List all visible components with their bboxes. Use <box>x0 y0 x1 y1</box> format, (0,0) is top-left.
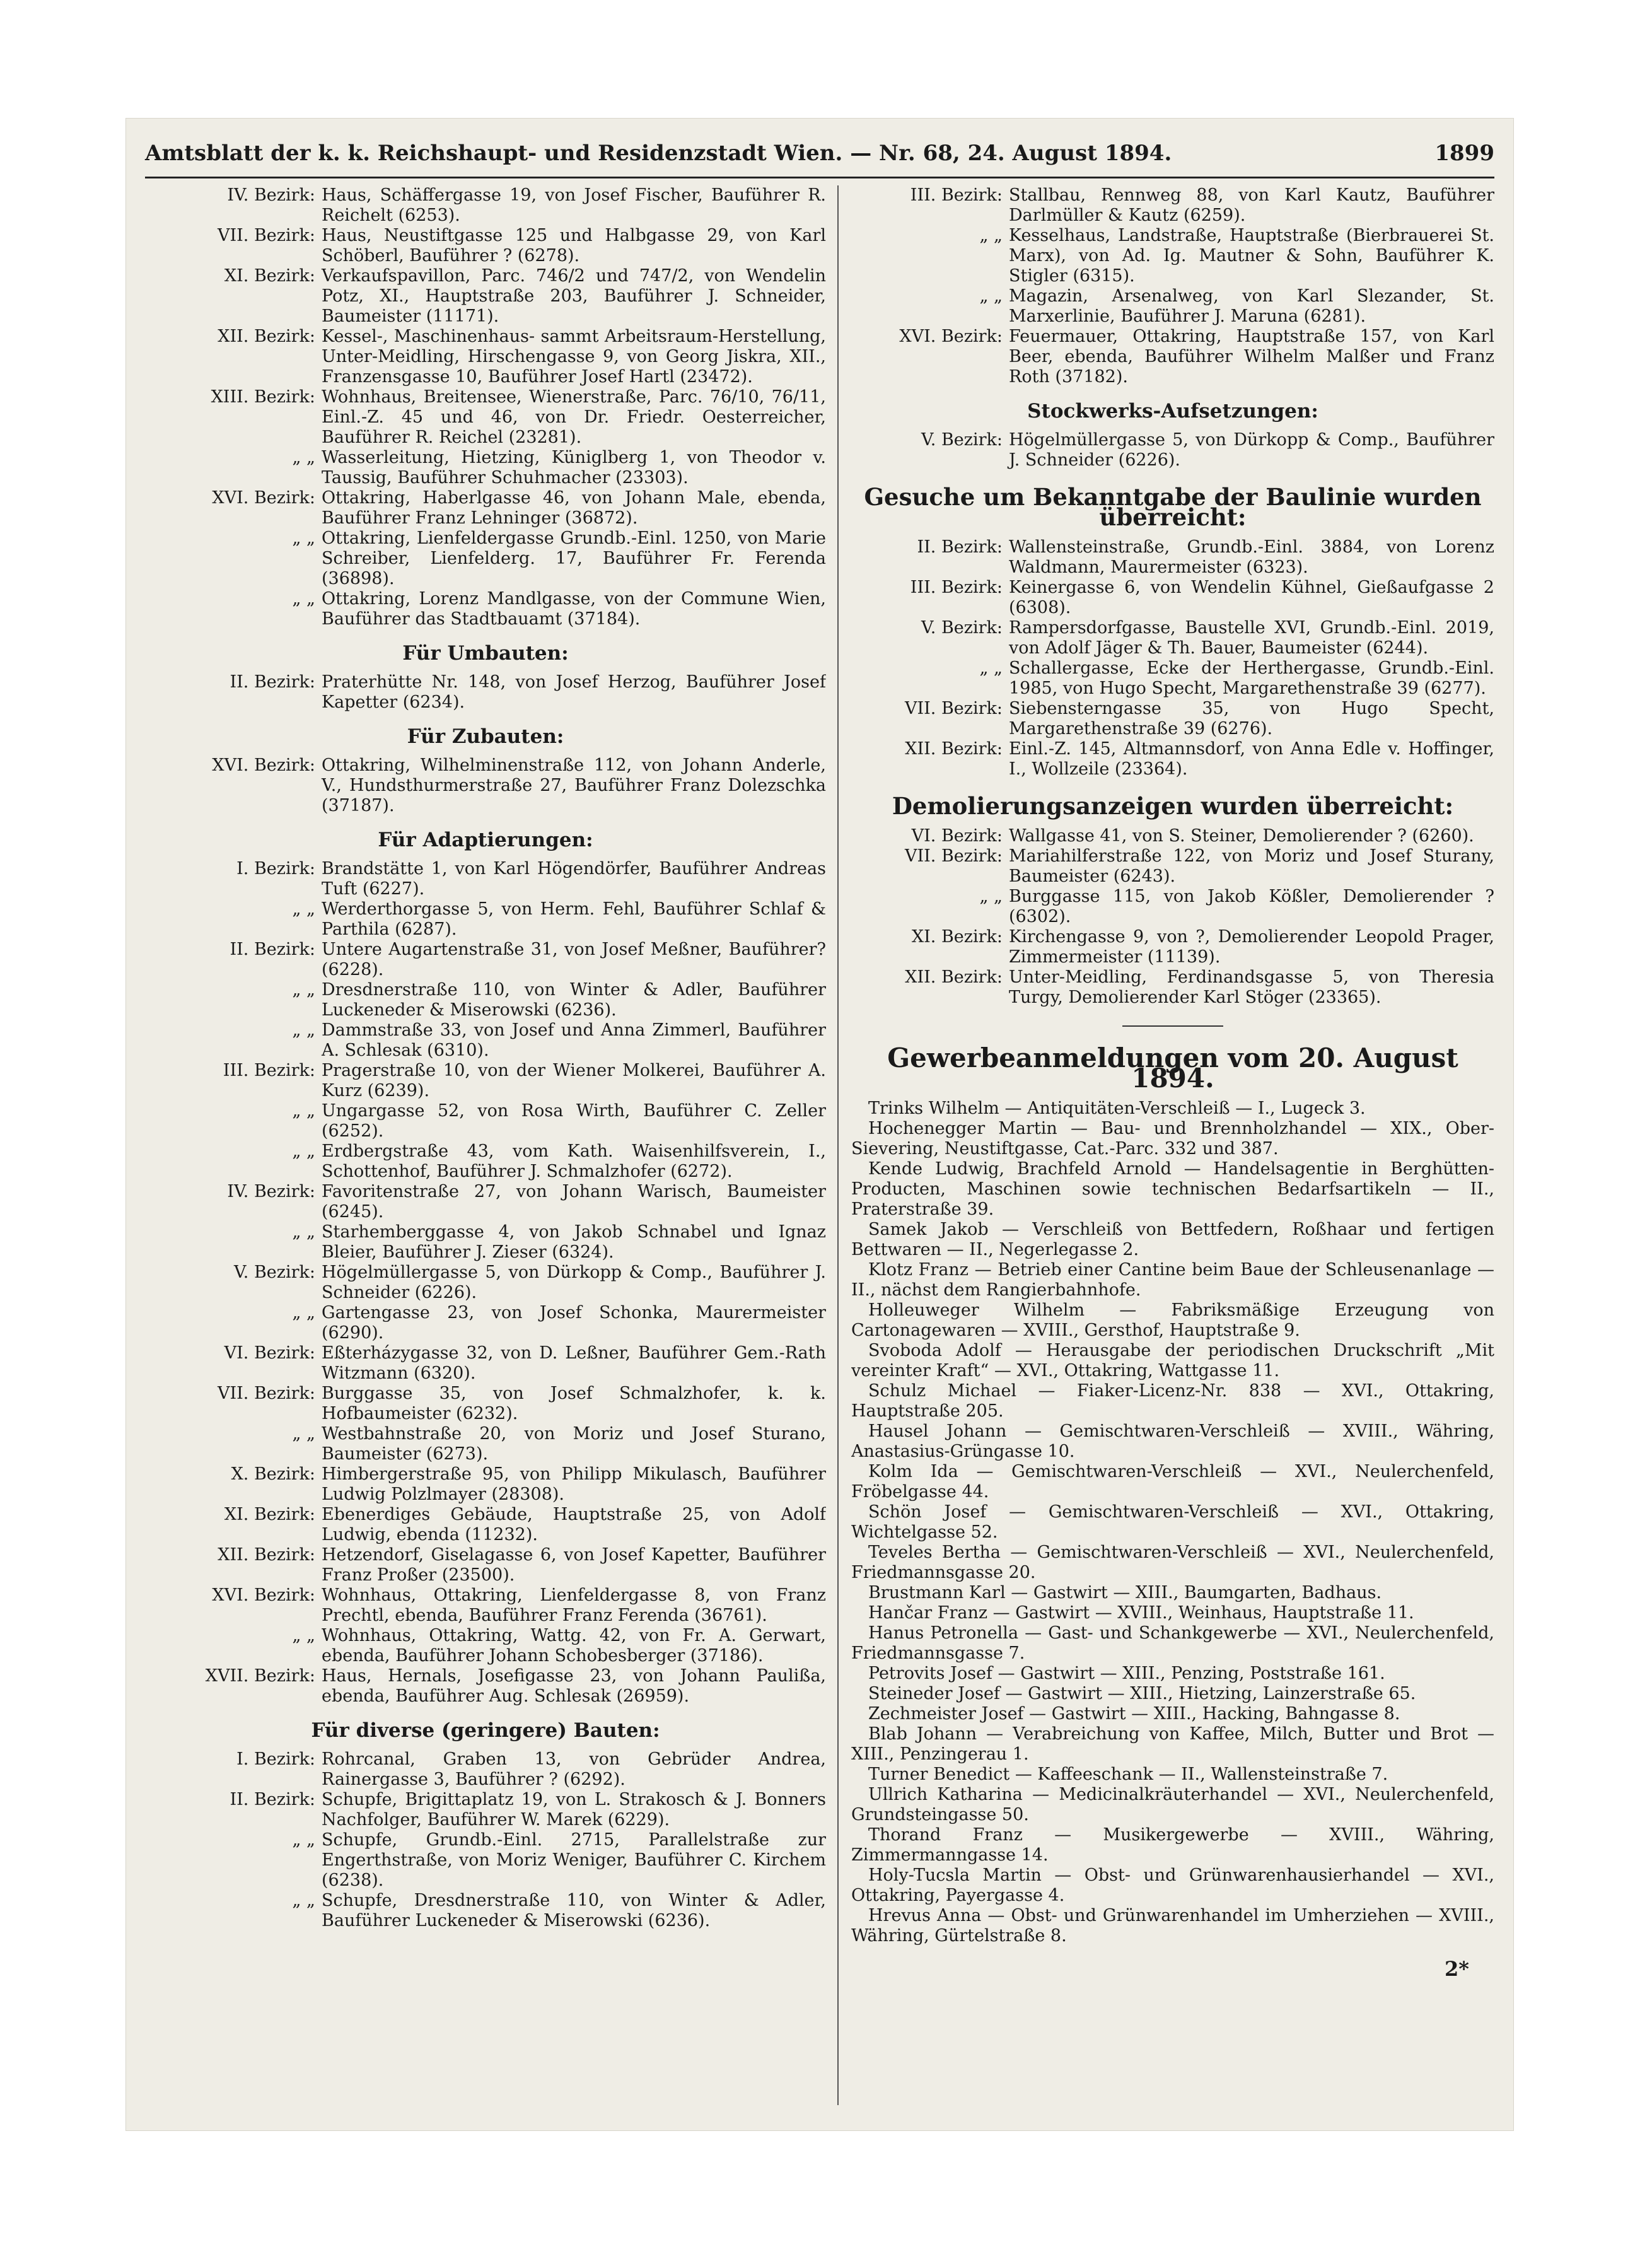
list-demolierung <box>851 826 1494 1008</box>
entry-text: Unter-Meidling, Ferdinandsgasse 5, von Theresia Turgy, Demolierender Karl Stöger (23365). <box>1009 967 1494 1007</box>
gewerbe-entry: Kende Ludwig, Brachfeld Arnold — Handelsagentie in Berghütten-Producten, Maschinen sowie technischen Bedarfsartikeln — II., Praterstraße 39. <box>851 1159 1494 1219</box>
bezirk-label: „ „ <box>292 1830 315 1850</box>
bezirk-label: X. Bezirk: <box>231 1464 315 1484</box>
bezirk-label: „ „ <box>979 658 1003 678</box>
list-gewerbe <box>851 1099 1494 1946</box>
list-item <box>145 266 826 327</box>
entry-text: Praterhütte Nr. 148, von Josef Herzog, Bauführer Josef Kapetter (6234). <box>322 672 826 712</box>
bezirk-label: V. Bezirk: <box>921 430 1003 450</box>
entry-text: Ottakring, Wilhelminenstraße 112, von Johann Anderle, V., Hundsthurmerstraße 27, Bauführer Franz Dolezschka (37187). <box>322 756 826 815</box>
bezirk-label: XII. Bezirk: <box>218 1545 315 1565</box>
list-item <box>851 846 1494 887</box>
list-item <box>851 927 1494 967</box>
entry-text: Mariahilferstraße 122, von Moriz und Josef Sturany, Baumeister (6243). <box>1009 846 1494 886</box>
list-item <box>145 672 826 713</box>
list-item <box>145 589 826 629</box>
list-item <box>851 658 1494 699</box>
list-item <box>851 826 1494 846</box>
entry-text: Ebenerdiges Gebäude, Hauptstraße 25, von Adolf Ludwig, ebenda (11232). <box>322 1505 826 1544</box>
list-item <box>145 1464 826 1505</box>
list-item <box>145 1830 826 1891</box>
column-divider <box>837 185 839 2105</box>
heading-umbauten: Für Umbauten: <box>402 642 569 665</box>
right-column <box>851 185 1494 2105</box>
list-baulinie <box>851 537 1494 779</box>
entry-text: Erdbergstraße 43, vom Kath. Waisenhilfsverein, I., Schottenhof, Bauführer J. Schmalzhofer (6272). <box>322 1141 826 1181</box>
bezirk-label: „ „ <box>292 899 315 919</box>
bezirk-label: VI. Bezirk: <box>911 826 1003 846</box>
list-item <box>851 430 1494 470</box>
list-item <box>851 699 1494 739</box>
entry-text: Wohnhaus, Breitensee, Wienerstraße, Parc. 76/10, 76/11, Einl.-Z. 45 und 46, von Dr. Friedr. Oesterreicher, Bauführer R. Reichel (23281). <box>322 387 826 447</box>
bezirk-label: IV. Bezirk: <box>227 1182 315 1201</box>
bezirk-label: IV. Bezirk: <box>227 185 315 205</box>
entry-text: Kesselhaus, Landstraße, Hauptstraße (Bierbrauerei St. Marx), von Ad. Ig. Mautner & Sohn, Bauführer K. Stigler (6315). <box>1009 226 1494 286</box>
entry-text: Burggasse 35, von Josef Schmalzhofer, k. k. Hofbaumeister (6232). <box>322 1384 826 1423</box>
gewerbe-entry: Ullrich Katharina — Medicinalkräuterhandel — XVI., Neulerchenfeld, Grundsteingasse 50. <box>851 1785 1494 1824</box>
gewerbe-entry: Teveles Bertha — Gemischtwaren-Verschleiß — XVI., Neulerchenfeld, Friedmannsgasse 20. <box>851 1543 1494 1582</box>
entry-text: Högelmüllergasse 5, von Dürkopp & Comp., Bauführer J. Schneider (6226). <box>1009 430 1494 470</box>
bezirk-label: VII. Bezirk: <box>904 699 1003 718</box>
list-item <box>145 1585 826 1626</box>
left-column <box>145 185 826 2105</box>
bezirk-label: V. Bezirk: <box>921 618 1003 638</box>
list-item <box>851 185 1494 226</box>
bezirk-label: „ „ <box>292 980 315 1000</box>
heading-baulinie: Gesuche um Bekanntgabe der Baulinie wurden überreicht: <box>864 483 1482 531</box>
bezirk-label: VII. Bezirk: <box>904 846 1003 866</box>
bezirk-label: I. Bezirk: <box>236 859 315 878</box>
bezirk-label: XI. Bezirk: <box>224 1505 315 1524</box>
gewerbe-entry: Hochenegger Martin — Bau- und Brennholzhandel — XIX., Ober-Sievering, Neustiftgasse, Cat.-Parc. 332 und 387. <box>851 1119 1494 1159</box>
list-item <box>145 1222 826 1263</box>
entry-text: Rampersdorfgasse, Baustelle XVI, Grundb.-Einl. 2019, von Adolf Jäger & Th. Bauer, Baumeister (6244). <box>1009 618 1494 658</box>
bezirk-label: „ „ <box>979 226 1003 245</box>
list-item <box>145 1020 826 1061</box>
list-item <box>145 1545 826 1585</box>
gewerbe-entry: Brustmann Karl — Gastwirt — XIII., Baumgarten, Badhaus. <box>868 1583 1382 1602</box>
list-entries-a <box>145 185 826 629</box>
bezirk-label: XI. Bezirk: <box>224 266 315 286</box>
bezirk-label: XI. Bezirk: <box>911 927 1003 947</box>
list-item <box>145 756 826 816</box>
list-item <box>145 1505 826 1545</box>
bezirk-label: „ „ <box>292 1020 315 1040</box>
list-top <box>851 185 1494 387</box>
heading-gewerbe: Gewerbeanmeldungen vom 20. August 1894. <box>887 1042 1458 1094</box>
bezirk-label: „ „ <box>292 1222 315 1242</box>
list-item <box>145 1263 826 1303</box>
bezirk-label: V. Bezirk: <box>234 1263 315 1282</box>
entry-text: Schallergasse, Ecke der Herthergasse, Grundb.-Einl. 1985, von Hugo Specht, Margarethenstraße 39 (6277). <box>1009 658 1494 698</box>
entry-text: Verkaufspavillon, Parc. 746/2 und 747/2, von Wendelin Potz, XI., Hauptstraße 203, Bauführer J. Schneider, Baumeister (11171). <box>322 266 826 326</box>
list-item <box>145 1790 826 1830</box>
entry-text: Ottakring, Haberlgasse 46, von Johann Male, ebenda, Bauführer Franz Lehninger (36872). <box>322 488 826 528</box>
entry-text: Stallbau, Rennweg 88, von Karl Kautz, Bauführer Darlmüller & Kautz (6259). <box>1009 185 1494 225</box>
list-item <box>851 739 1494 779</box>
newspaper-page <box>126 119 1513 2130</box>
list-item <box>145 226 826 266</box>
list-item <box>145 528 826 589</box>
bezirk-label: XII. Bezirk: <box>905 739 1003 759</box>
bezirk-label: XIII. Bezirk: <box>211 387 315 407</box>
entry-text: Magazin, Arsenalweg, von Karl Slezander, St. Marxerlinie, Bauführer J. Maruna (6281). <box>1009 286 1494 326</box>
list-item <box>851 887 1494 927</box>
entry-text: Werderthorgasse 5, von Herm. Fehl, Bauführer Schlaf & Parthila (6287). <box>322 899 826 939</box>
heading-demolierung: Demolierungsanzeigen wurden überreicht: <box>892 792 1454 820</box>
bezirk-label: XVI. Bezirk: <box>212 756 315 775</box>
bezirk-label: III. Bezirk: <box>910 578 1003 597</box>
bezirk-label: „ „ <box>979 286 1003 306</box>
list-item <box>145 387 826 448</box>
bezirk-label: VII. Bezirk: <box>217 226 315 245</box>
list-item <box>145 1303 826 1343</box>
entry-text: Dammstraße 33, von Josef und Anna Zimmerl, Bauführer A. Schlesak (6310). <box>322 1020 826 1060</box>
entry-text: Schupfe, Brigittaplatz 19, von L. Strakosch & J. Bonners Nachfolger, Bauführer W. Marek (6229). <box>322 1790 826 1830</box>
list-item <box>145 1101 826 1141</box>
entry-text: Haus, Schäffergasse 19, von Josef Fischer, Bauführer R. Reichelt (6253). <box>322 185 826 225</box>
list-item <box>145 859 826 899</box>
entry-text: Burggasse 115, von Jakob Kößler, Demolierender ? (6302). <box>1009 887 1494 926</box>
bezirk-label: „ „ <box>292 448 315 467</box>
list-item <box>145 1182 826 1222</box>
entry-text: Wallgasse 41, von S. Steiner, Demolierender ? (6260). <box>1009 826 1474 846</box>
bezirk-label: XVII. Bezirk: <box>205 1666 315 1686</box>
entry-text: Westbahnstraße 20, von Moriz und Josef Sturano, Baumeister (6273). <box>322 1424 826 1464</box>
list-item <box>145 1061 826 1101</box>
bezirk-label: II. Bezirk: <box>230 940 315 959</box>
gewerbe-entry: Zechmeister Josef — Gastwirt — XIII., Hacking, Bahngasse 8. <box>868 1704 1400 1724</box>
entry-text: Gartengasse 23, von Josef Schonka, Maurermeister (6290). <box>322 1303 826 1343</box>
entry-text: Keinergasse 6, von Wendelin Kühnel, Gießaufgasse 2 (6308). <box>1009 578 1494 617</box>
bezirk-label: III. Bezirk: <box>910 185 1003 205</box>
section-rule <box>1122 1025 1223 1027</box>
list-zubauten <box>145 756 826 816</box>
list-item <box>145 1343 826 1384</box>
bezirk-label: XVI. Bezirk: <box>212 1585 315 1605</box>
list-item <box>145 980 826 1020</box>
entry-text: Wallensteinstraße, Grundb.-Einl. 3884, von Lorenz Waldmann, Maurermeister (6323). <box>1009 537 1494 577</box>
bezirk-label: VII. Bezirk: <box>217 1384 315 1403</box>
bezirk-label: XII. Bezirk: <box>905 967 1003 987</box>
entry-text: Wasserleitung, Hietzing, Küniglberg 1, von Theodor v. Taussig, Bauführer Schuhmacher (23303). <box>322 448 826 487</box>
list-item <box>851 618 1494 658</box>
list-item <box>851 537 1494 578</box>
bezirk-label: II. Bezirk: <box>230 672 315 692</box>
bezirk-label: „ „ <box>292 1891 315 1910</box>
header-rule <box>145 177 1494 178</box>
list-item <box>145 940 826 980</box>
header-title: Amtsblatt der k. k. Reichshaupt- und Residenzstadt Wien. — Nr. 68, 24. August 1894. <box>145 141 1172 166</box>
entry-text: Eßterházygasse 32, von D. Leßner, Bauführer Gem.-Rath Witzmann (6320). <box>322 1343 826 1383</box>
list-item <box>851 286 1494 327</box>
gewerbe-entry: Trinks Wilhelm — Antiquitäten-Verschleiß — I., Lugeck 3. <box>868 1099 1366 1118</box>
list-item <box>145 1626 826 1666</box>
bezirk-label: „ „ <box>292 1141 315 1161</box>
entry-text: Wohnhaus, Ottakring, Wattg. 42, von Fr. A. Gerwart, ebenda, Bauführer Johann Schobesberger (37186). <box>322 1626 826 1666</box>
entry-text: Rohrcanal, Graben 13, von Gebrüder Andrea, Rainergasse 3, Bauführer ? (6292). <box>322 1749 826 1789</box>
entry-text: Ottakring, Lorenz Mandlgasse, von der Commune Wien, Bauführer das Stadtbauamt (37184). <box>322 589 826 629</box>
list-item <box>851 967 1494 1008</box>
list-stockwerk <box>851 430 1494 470</box>
bezirk-label: XVI. Bezirk: <box>212 488 315 508</box>
bezirk-label: „ „ <box>979 887 1003 906</box>
gewerbe-entry: Kolm Ida — Gemischtwaren-Verschleiß — XVI., Neulerchenfeld, Fröbelgasse 44. <box>851 1462 1494 1502</box>
gewerbe-entry: Blab Johann — Verabreichung von Kaffee, Milch, Butter und Brot — XIII., Penzingerau 1. <box>851 1724 1494 1764</box>
page-number: 1899 <box>1434 141 1494 166</box>
entry-text: Favoritenstraße 27, von Johann Warisch, Baumeister (6245). <box>322 1182 826 1222</box>
entry-text: Ottakring, Lienfeldergasse Grundb.-Einl. 1250, von Marie Schreiber, Lienfelderg. 17, Bauführer Fr. Ferenda (36898). <box>322 528 826 588</box>
list-item <box>145 185 826 226</box>
entry-text: Himbergerstraße 95, von Philipp Mikulasch, Bauführer Ludwig Polzlmayer (28308). <box>322 1464 826 1504</box>
entry-text: Hetzendorf, Giselagasse 6, von Josef Kapetter, Bauführer Franz Proßer (23500). <box>322 1545 826 1585</box>
bezirk-label: „ „ <box>292 1626 315 1645</box>
entry-text: Haus, Neustiftgasse 125 und Halbgasse 29, von Karl Schöberl, Bauführer ? (6278). <box>322 226 826 266</box>
gewerbe-entry: Hrevus Anna — Obst- und Grünwarenhandel im Umherziehen — XVIII., Währing, Gürtelstraße 8. <box>851 1906 1494 1946</box>
gewerbe-entry: Hančar Franz — Gastwirt — XVIII., Weinhaus, Hauptstraße 11. <box>868 1603 1414 1623</box>
entry-text: Pragerstraße 10, von der Wiener Molkerei, Bauführer A. Kurz (6239). <box>322 1061 826 1100</box>
gewerbe-entry: Klotz Franz — Betrieb einer Cantine beim Baue der Schleusenanlage — II., nächst dem Rangierbahnhofe. <box>851 1260 1494 1300</box>
list-item <box>851 327 1494 387</box>
heading-stockwerk: Stockwerks-Aufsetzungen: <box>1027 400 1318 423</box>
list-item <box>145 1384 826 1424</box>
list-item <box>851 578 1494 618</box>
entry-text: Ungargasse 52, von Rosa Wirth, Bauführer C. Zeller (6252). <box>322 1101 826 1141</box>
list-item <box>145 1891 826 1931</box>
entry-text: Einl.-Z. 145, Altmannsdorf, von Anna Edle v. Hoffinger, I., Wollzeile (23364). <box>1009 739 1494 779</box>
gewerbe-entry: Turner Benedict — Kaffeeschank — II., Wallensteinstraße 7. <box>868 1765 1388 1784</box>
list-item <box>145 899 826 940</box>
gewerbe-entry: Thorand Franz — Musikergewerbe — XVIII., Währing, Zimmermanngasse 14. <box>851 1825 1494 1865</box>
bezirk-label: I. Bezirk: <box>236 1749 315 1769</box>
list-item <box>145 1666 826 1707</box>
list-adaptierungen <box>145 859 826 1707</box>
bezirk-label: XII. Bezirk: <box>218 327 315 346</box>
entry-text: Wohnhaus, Ottakring, Lienfeldergasse 8, von Franz Prechtl, ebenda, Bauführer Franz Ferenda (36761). <box>322 1585 826 1625</box>
signature-mark: 2* <box>1445 1957 1469 1981</box>
entry-text: Siebensterngasse 35, von Hugo Specht, Margarethenstraße 39 (6276). <box>1009 699 1494 738</box>
heading-adaptierungen: Für Adaptierungen: <box>378 829 593 851</box>
gewerbe-entry: Holy-Tucsla Martin — Obst- und Grünwarenhausierhandel — XVI., Ottakring, Payergasse 4. <box>851 1865 1494 1905</box>
bezirk-label: XVI. Bezirk: <box>899 327 1003 346</box>
list-umbauten <box>145 672 826 713</box>
gewerbe-entry: Petrovits Josef — Gastwirt — XIII., Penzing, Poststraße 161. <box>868 1664 1385 1683</box>
gewerbe-entry: Schön Josef — Gemischtwaren-Verschleiß — XVI., Ottakring, Wichtelgasse 52. <box>851 1502 1494 1542</box>
entry-text: Starhemberggasse 4, von Jakob Schnabel und Ignaz Bleier, Bauführer J. Zieser (6324). <box>322 1222 826 1262</box>
gewerbe-entry: Hausel Johann — Gemischtwaren-Verschleiß — XVIII., Währing, Anastasius-Grüngasse 10. <box>851 1421 1494 1461</box>
entry-text: Kirchengasse 9, von ?, Demolierender Leopold Prager, Zimmermeister (11139). <box>1009 927 1494 967</box>
entry-text: Schupfe, Grundb.-Einl. 2715, Parallelstraße zur Engerthstraße, von Moriz Weniger, Bauführer C. Kirchem (6238). <box>322 1830 826 1890</box>
gewerbe-entry: Samek Jakob — Verschleiß von Bettfedern, Roßhaar und fertigen Bettwaren — II., Negerlegasse 2. <box>851 1220 1494 1259</box>
bezirk-label: II. Bezirk: <box>917 537 1003 557</box>
list-item <box>145 1424 826 1464</box>
entry-text: Feuermauer, Ottakring, Hauptstraße 157, von Karl Beer, ebenda, Bauführer Wilhelm Malßer und Franz Roth (37182). <box>1009 327 1494 387</box>
entry-text: Untere Augartenstraße 31, von Josef Meßner, Bauführer? (6228). <box>322 940 826 979</box>
entry-text: Dresdnerstraße 110, von Winter & Adler, Bauführer Luckeneder & Miserowski (6236). <box>322 980 826 1020</box>
bezirk-label: „ „ <box>292 1303 315 1322</box>
list-diverse <box>145 1749 826 1931</box>
list-item <box>145 448 826 488</box>
page-header <box>145 131 1494 175</box>
bezirk-label: II. Bezirk: <box>230 1790 315 1809</box>
list-item <box>145 488 826 528</box>
bezirk-label: „ „ <box>292 1424 315 1444</box>
gewerbe-entry: Svoboda Adolf — Herausgabe der periodischen Druckschrift „Mit vereinter Kraft“ — XVI., Ottakring, Wattgasse 11. <box>851 1341 1494 1380</box>
list-item <box>851 226 1494 286</box>
bezirk-label: VI. Bezirk: <box>224 1343 315 1363</box>
gewerbe-entry: Schulz Michael — Fiaker-Licenz-Nr. 838 — XVI., Ottakring, Hauptstraße 205. <box>851 1381 1494 1421</box>
entry-text: Schupfe, Dresdnerstraße 110, von Winter & Adler, Bauführer Luckeneder & Miserowski (6236). <box>322 1891 826 1930</box>
bezirk-label: „ „ <box>292 589 315 609</box>
entry-text: Högelmüllergasse 5, von Dürkopp & Comp., Bauführer J. Schneider (6226). <box>322 1263 826 1302</box>
heading-zubauten: Für Zubauten: <box>407 725 564 748</box>
list-item <box>145 327 826 387</box>
heading-diverse: Für diverse (geringere) Bauten: <box>311 1719 660 1742</box>
bezirk-label: „ „ <box>292 528 315 548</box>
entry-text: Kessel-, Maschinenhaus- sammt Arbeitsraum-Herstellung, Unter-Meidling, Hirschengasse 9, von Georg Jiskra, XII., Franzensgasse 10, Bauführer Josef Hartl (23472). <box>322 327 826 387</box>
bezirk-label: III. Bezirk: <box>223 1061 315 1080</box>
entry-text: Brandstätte 1, von Karl Högendörfer, Bauführer Andreas Tuft (6227). <box>322 859 826 899</box>
gewerbe-entry: Holleuweger Wilhelm — Fabriksmäßige Erzeugung von Cartonagewaren — XVIII., Gersthof, Hauptstraße 9. <box>851 1300 1494 1340</box>
bezirk-label: „ „ <box>292 1101 315 1121</box>
list-item <box>145 1749 826 1790</box>
list-item <box>145 1141 826 1182</box>
gewerbe-entry: Steineder Josef — Gastwirt — XIII., Hietzing, Lainzerstraße 65. <box>868 1684 1416 1703</box>
entry-text: Haus, Hernals, Josefigasse 23, von Johann Paulißa, ebenda, Bauführer Aug. Schlesak (26959). <box>322 1666 826 1706</box>
gewerbe-entry: Hanus Petronella — Gast- und Schankgewerbe — XVI., Neulerchenfeld, Friedmannsgasse 7. <box>851 1623 1494 1663</box>
